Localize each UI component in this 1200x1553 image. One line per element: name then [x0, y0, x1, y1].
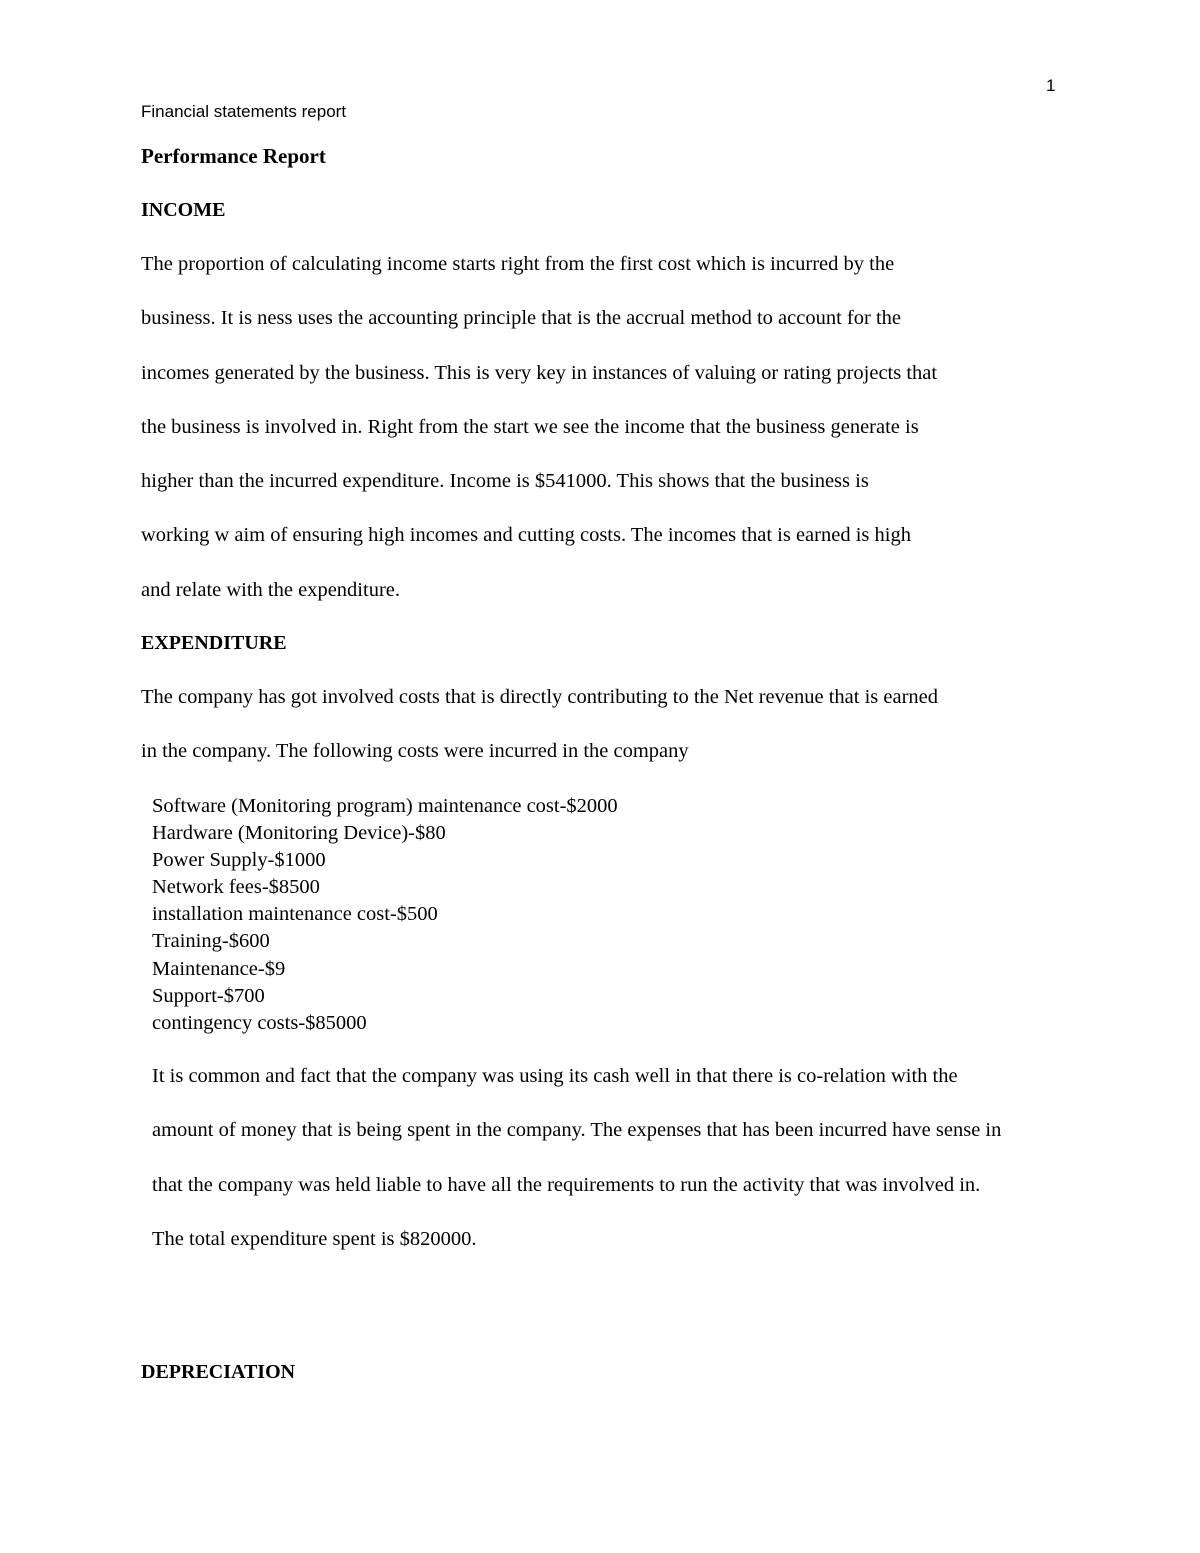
income-line: business. It is ness uses the accounting principle that is the accrual method to account for the	[141, 307, 902, 330]
cost-item: contingency costs-$85000	[152, 1011, 367, 1034]
cost-item: Training-$600	[152, 930, 270, 953]
expenditure-heading: EXPENDITURE	[141, 632, 287, 654]
running-head: Financial statements report	[141, 102, 347, 121]
cost-item: Network fees-$8500	[152, 876, 320, 899]
income-line: working w aim of ensuring high incomes and cutting costs. The incomes that is earned is high	[141, 524, 911, 547]
depreciation-heading: DEPRECIATION	[141, 1361, 296, 1383]
income-line: and relate with the expenditure.	[141, 578, 400, 601]
cost-item: installation maintenance cost-$500	[152, 903, 438, 926]
expenditure-summary-line: The total expenditure spent is $820000.	[152, 1227, 477, 1250]
income-line: higher than the incurred expenditure. Income is $541000. This shows that the business is	[141, 470, 869, 493]
page-number: 1	[1046, 76, 1056, 95]
expenditure-summary-paragraph	[152, 1049, 1152, 1266]
cost-item: Software (Monitoring program) maintenance cost-$2000	[152, 795, 618, 817]
expenditure-summary-line: that the company was held liable to have all the requirements to run the activity that was involved in.	[152, 1173, 981, 1196]
cost-item: Power Supply-$1000	[152, 849, 326, 872]
cost-item: Hardware (Monitoring Device)-$80	[152, 822, 446, 845]
cost-list	[152, 793, 618, 1037]
income-heading: INCOME	[141, 199, 226, 221]
income-line: The proportion of calculating income starts right from the first cost which is incurred by the	[141, 253, 895, 275]
cost-item: Support-$700	[152, 984, 265, 1007]
income-paragraph	[141, 237, 1081, 617]
expenditure-intro-line: in the company. The following costs were incurred in the company	[141, 740, 689, 763]
income-line: incomes generated by the business. This is very key in instances of valuing or rating projects that	[141, 361, 938, 384]
expenditure-intro-line: The company has got involved costs that is directly contributing to the Net revenue that is earned	[141, 686, 939, 708]
expenditure-intro-paragraph	[141, 670, 1081, 779]
expenditure-summary-line: amount of money that is being spent in the company. The expenses that has been incurred have sense in	[152, 1119, 1002, 1142]
cost-item: Maintenance-$9	[152, 957, 286, 980]
income-line: the business is involved in. Right from the start we see the income that the business generate is	[141, 415, 919, 438]
expenditure-summary-line: It is common and fact that the company was using its cash well in that there is co-relation with the	[152, 1065, 958, 1087]
report-title: Performance Report	[141, 144, 326, 168]
